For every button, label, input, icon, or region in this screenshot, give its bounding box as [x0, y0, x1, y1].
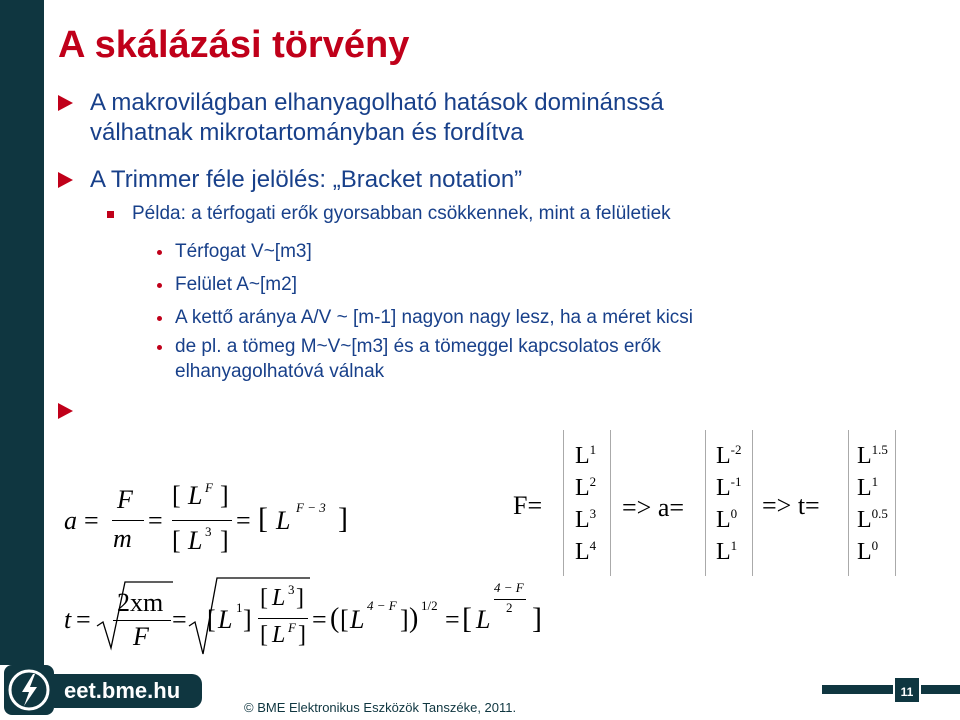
eq-t-eq2: =: [172, 605, 187, 634]
matrix-t-label: => t=: [762, 491, 820, 520]
eq-t-eF: F: [288, 620, 296, 635]
eq-t-br1-close: ]: [243, 605, 252, 634]
eq-t-br4-close: ]: [400, 605, 409, 634]
eq-a-frac-line: [112, 520, 144, 521]
divider: [610, 430, 611, 576]
eq-t-frac-line: [113, 620, 171, 621]
bullet-1-line-1: A makrovilágban elhanyagolható hatások dominánssá: [90, 89, 664, 116]
f-L-2: $L^2$: [575, 474, 597, 501]
eq-a-expF: F: [205, 480, 213, 495]
eq-t-e1: 1: [236, 600, 243, 615]
t-L-4: $L^0$: [857, 538, 879, 565]
eq-t-paren-close: ): [409, 603, 419, 634]
f-L-1: $L^1$: [575, 442, 597, 469]
eq-a-br3-close: ]: [338, 502, 348, 535]
eq-a-eq2: =: [148, 506, 163, 535]
t-L-2: $L^1$: [857, 474, 879, 501]
slide-title: A skálázási törvény: [58, 24, 410, 66]
a-L-4: $L^1$: [716, 538, 738, 565]
eq-a-frac-line-2: [172, 520, 232, 521]
divider: [563, 430, 564, 576]
eq-t-L2: L: [272, 585, 286, 611]
eq-t-L3: L: [272, 622, 286, 648]
eq-a-L3: L: [276, 506, 291, 535]
site-link[interactable]: eet.bme.hu: [54, 674, 202, 708]
dot-bullet-icon: [157, 283, 162, 288]
dot-bullet-icon: [157, 345, 162, 350]
eq-a-L2: L: [188, 526, 203, 555]
eq-a-exp3: 3: [205, 524, 212, 539]
t-L-3: $L^{0.5}$: [857, 506, 888, 533]
eq-t-br2-close: ]: [296, 585, 304, 611]
sub-sub-ratio: A kettő aránya A/V ~ [m-1] nagyon nagy lesz, ha a méret kicsi: [175, 307, 694, 328]
eq-t-den: F: [133, 622, 149, 651]
eq-a-lhs: a: [64, 506, 77, 535]
eq-a-br-num: [: [172, 481, 181, 510]
eq-t-br2: [: [260, 585, 268, 611]
divider: [848, 430, 849, 576]
eq-a-L1: L: [188, 481, 203, 510]
sub-sub-surface: Felület A~[m2]: [175, 274, 297, 295]
eq-a-br-den-close: ]: [220, 526, 229, 555]
eq-a-eq3: =: [236, 506, 251, 535]
copyright-text: © BME Elektronikus Eszközök Tanszéke, 2011.: [244, 700, 517, 715]
eq-t-br5: [: [462, 602, 472, 635]
bullet-2-line: A Trimmer féle jelölés: „Bracket notation”: [90, 166, 523, 193]
eq-a-br-num-close: ]: [220, 481, 229, 510]
dot-bullet-icon: [157, 250, 162, 255]
bme-logo-icon: [4, 665, 54, 715]
bullet-arrow-icon: [58, 403, 73, 419]
sub-sub-mass-cont: elhanyagolhatóvá válnak: [175, 361, 385, 382]
eq-t-L4: L: [350, 605, 365, 634]
divider: [752, 430, 753, 576]
eq-t-top: 4 − F: [494, 580, 524, 595]
eq-a-den: m: [113, 524, 132, 553]
eq-a-eq1: =: [84, 506, 99, 535]
eq-t-lhs: t: [64, 605, 72, 634]
page-bar: [822, 685, 960, 694]
eq-a-br3: [: [258, 502, 268, 535]
eq-t-bot: 2: [506, 600, 513, 615]
eq-t-eq4: =: [445, 605, 460, 634]
sub-bullet-example: Példa: a térfogati erők gyorsabban csökkennek, mint a felületiek: [132, 203, 671, 224]
eq-t-half: 1/2: [421, 598, 438, 613]
t-L-1: $L^{1.5}$: [857, 442, 888, 469]
f-L-3: $L^3$: [575, 506, 597, 533]
bullet-arrow-icon: [58, 172, 73, 188]
eq-t-frac-line-2: [258, 618, 308, 619]
eq-t-e4F: 4 − F: [367, 598, 397, 613]
page-number: 11: [893, 676, 921, 704]
sub-sub-mass: de pl. a tömeg M~V~[m3] és a tömeggel kapcsolatos erők: [175, 336, 661, 357]
eq-t-L1: L: [218, 605, 233, 634]
eq-a-num: F: [117, 485, 133, 514]
eq-t-num: 2xm: [117, 588, 164, 617]
eq-a-br-den: [: [172, 526, 181, 555]
eq-t-L5: L: [476, 605, 491, 634]
sidebar-band: [0, 0, 44, 665]
bullet-1-line-2: válhatnak mikrotartományban és fordítva: [90, 119, 524, 146]
a-L-3: $L^0$: [716, 506, 738, 533]
divider: [705, 430, 706, 576]
matrix-f-label: F=: [513, 491, 543, 520]
sub-sub-volume: Térfogat V~[m3]: [175, 241, 312, 262]
square-bullet-icon: [107, 211, 114, 218]
eq-t-paren: (: [330, 603, 340, 634]
eq-t-br5-close: ]: [532, 602, 542, 635]
eq-t-br3: [: [260, 622, 268, 648]
eq-t-eq3: =: [312, 605, 327, 634]
a-L-1: $L^{-2}$: [716, 442, 742, 469]
bullet-arrow-icon: [58, 95, 73, 111]
eq-t-br3-close: ]: [298, 622, 306, 648]
eq-t-br1: [: [207, 605, 216, 634]
eq-t-br4: [: [340, 605, 349, 634]
f-L-4: $L^4$: [575, 538, 597, 565]
eq-a-expF3: F − 3: [296, 500, 326, 515]
a-L-2: $L^{-1}$: [716, 474, 742, 501]
matrix-a-label: => a=: [622, 493, 685, 522]
dot-bullet-icon: [157, 316, 162, 321]
eq-t-eq1: =: [76, 605, 91, 634]
eq-t-e3: 3: [288, 582, 295, 597]
divider: [895, 430, 896, 576]
